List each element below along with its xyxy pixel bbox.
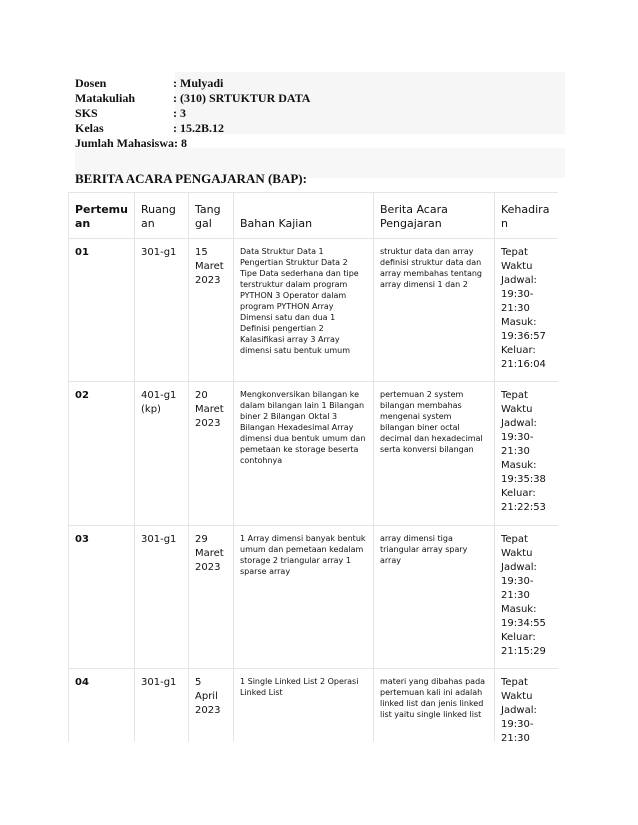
- cell-ruangan: 301-g1: [135, 239, 189, 382]
- sks-row: [75, 106, 310, 121]
- matakuliah-value: : (310) SRTUKTUR DATA: [173, 91, 311, 105]
- matakuliah-row: [75, 91, 310, 106]
- cell-bahan-kajian: Mengkonversikan bilangan ke dalam bilangan lain 1 Bilangan biner 2 Bilangan Oktal 3 Bilangan Hexadesimal Array dimensi dua bentuk umum dan pemetaan ke storage beserta contohnya: [234, 382, 374, 526]
- cell-kehadiran: Tepat Waktu Jadwal: 19:30-21:30: [495, 669, 559, 743]
- cell-berita-acara: pertemuan 2 system bilangan membahas mengenai system bilangan biner octal decimal dan hexadecimal serta konversi bilangan: [374, 382, 495, 526]
- jumlah-mahasiswa-value: : 8: [174, 136, 188, 150]
- jumlah-mahasiswa-row: [75, 136, 310, 151]
- cell-tanggal: 5 April 2023: [189, 669, 234, 743]
- bap-title: BERITA ACARA PENGAJARAN (BAP):: [75, 171, 307, 186]
- kelas-row: [75, 121, 310, 136]
- header-pertemuan: Pertemuan: [69, 193, 135, 239]
- table-row: [69, 239, 559, 382]
- header-bahan-kajian: Bahan Kajian: [234, 193, 374, 239]
- cell-pertemuan: 02: [69, 382, 135, 526]
- jumlah-mahasiswa-label: Jumlah Mahasiswa: [75, 136, 175, 150]
- bap-table-container: [68, 192, 558, 742]
- cell-bahan-kajian: 1 Array dimensi banyak bentuk umum dan pemetaan kedalam storage 2 triangular array 1 sparse array: [234, 526, 374, 669]
- cell-berita-acara: struktur data dan array definisi struktur data dan array membahas tentang array dimensi 1 dan 2: [374, 239, 495, 382]
- cell-tanggal: 20 Maret 2023: [189, 382, 234, 526]
- cell-kehadiran: Tepat Waktu Jadwal: 19:30-21:30 Masuk: 19:34:55 Keluar: 21:15:29: [495, 526, 559, 669]
- cell-bahan-kajian: Data Struktur Data 1 Pengertian Struktur Data 2 Tipe Data sederhana dan tipe terstruktur dalam program PYTHON 3 Operator dalam program PYTHON Array Dimensi satu dan dua 1 Definisi pengertian 2 Kalasifikasi array 3 Array dimensi satu bentuk umum: [234, 239, 374, 382]
- cell-berita-acara: materi yang dibahas pada pertemuan kali ini adalah linked list dan jenis linked list yaitu single linked list: [374, 669, 495, 743]
- header-tanggal: Tanggal: [189, 193, 234, 239]
- cell-bahan-kajian: 1 Single Linked List 2 Operasi Linked List: [234, 669, 374, 743]
- cell-ruangan: 301-g1: [135, 526, 189, 669]
- course-info-block: [75, 76, 310, 151]
- header-kehadiran: Kehadiran: [495, 193, 559, 239]
- sks-label: SKS: [75, 106, 98, 120]
- bap-table: [68, 192, 558, 742]
- cell-pertemuan: 03: [69, 526, 135, 669]
- dosen-value: : Mulyadi: [173, 76, 224, 90]
- cell-ruangan: 301-g1: [135, 669, 189, 743]
- cell-kehadiran: Tepat Waktu Jadwal: 19:30-21:30 Masuk: 19:36:57 Keluar: 21:16:04: [495, 239, 559, 382]
- cell-tanggal: 15 Maret 2023: [189, 239, 234, 382]
- cell-kehadiran: Tepat Waktu Jadwal: 19:30-21:30 Masuk: 19:35:38 Keluar: 21:22:53: [495, 382, 559, 526]
- header-ruangan: Ruangan: [135, 193, 189, 239]
- cell-pertemuan: 01: [69, 239, 135, 382]
- table-row: [69, 526, 559, 669]
- dosen-label: Dosen: [75, 76, 107, 90]
- header-berita-acara: Berita Acara Pengajaran: [374, 193, 495, 239]
- cell-ruangan: 401-g1 (kp): [135, 382, 189, 526]
- table-row: [69, 669, 559, 743]
- cell-berita-acara: array dimensi tiga triangular array spary array: [374, 526, 495, 669]
- matakuliah-label: Matakuliah: [75, 91, 136, 105]
- table-header-row: [69, 193, 559, 239]
- kelas-value: : 15.2B.12: [173, 121, 224, 135]
- sks-value: : 3: [173, 106, 186, 120]
- table-row: [69, 382, 559, 526]
- cell-pertemuan: 04: [69, 669, 135, 743]
- dosen-row: [75, 76, 310, 91]
- kelas-label: Kelas: [75, 121, 104, 135]
- cell-tanggal: 29 Maret 2023: [189, 526, 234, 669]
